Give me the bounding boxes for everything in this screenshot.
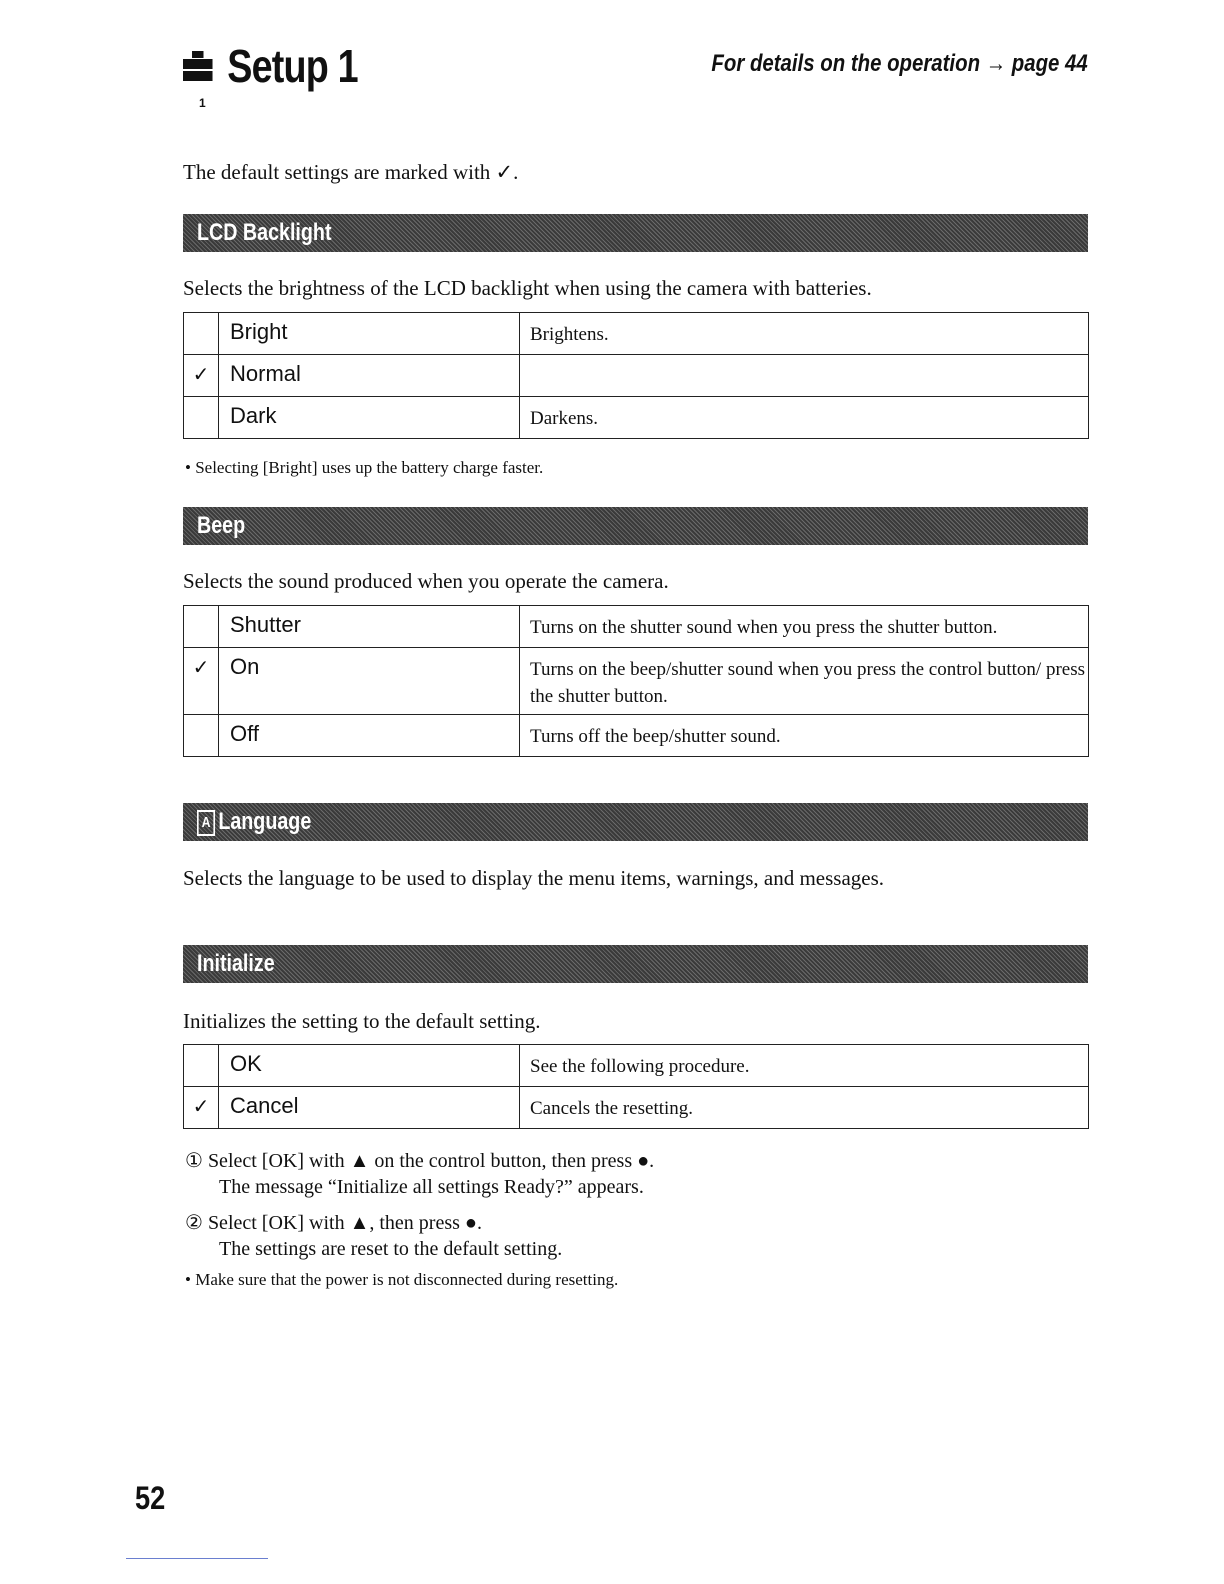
default-check-icon: ✓ xyxy=(184,1087,219,1129)
section-bar-initialize: Initialize xyxy=(183,945,1088,983)
beep-table xyxy=(183,605,1089,757)
intro-text: The default settings are marked with ✓. xyxy=(183,160,519,184)
table-row: ✓ Normal xyxy=(184,355,1089,397)
lcd-description: Selects the brightness of the LCD backlight when using the camera with batteries. xyxy=(183,276,872,300)
page-number: 52 xyxy=(135,1480,166,1516)
initialize-note: • Make sure that the power is not disconnected during resetting. xyxy=(185,1270,619,1289)
initialize-description: Initializes the setting to the default setting. xyxy=(183,1009,541,1033)
table-row: OK See the following procedure. xyxy=(184,1045,1089,1087)
lcd-table xyxy=(183,312,1089,439)
section-bar-beep: Beep xyxy=(183,507,1088,545)
beep-description: Selects the sound produced when you operate the camera. xyxy=(183,569,669,593)
table-row: ✓ Cancel Cancels the resetting. xyxy=(184,1087,1089,1129)
toolbox-icon xyxy=(183,51,213,81)
page-title: Setup 1 xyxy=(183,42,358,90)
default-check-icon: ✓ xyxy=(184,355,219,397)
default-check-icon: ✓ xyxy=(184,648,219,715)
section-bar-language: A Language xyxy=(183,803,1088,841)
table-row: Shutter Turns on the shutter sound when you press the shutter button. xyxy=(184,606,1089,648)
lcd-note: • Selecting [Bright] uses up the battery charge faster. xyxy=(185,458,544,477)
table-row: Bright Brightens. xyxy=(184,313,1089,355)
icon-subscript: 1 xyxy=(199,96,206,110)
footer-rule xyxy=(126,1558,268,1559)
initialize-table xyxy=(183,1044,1089,1129)
page-reference: For details on the operation → page 44 xyxy=(711,50,1088,77)
section-bar-lcd-backlight: LCD Backlight xyxy=(183,214,1088,252)
table-row: Off Turns off the beep/shutter sound. xyxy=(184,715,1089,757)
table-row: ✓ On Turns on the beep/shutter sound when you press the control button/ press the shutter button. xyxy=(184,648,1089,715)
step-2: ② Select [OK] with ▲, then press ●. The settings are reset to the default setting. xyxy=(185,1212,563,1260)
language-icon: A xyxy=(197,810,215,836)
language-description: Selects the language to be used to display the menu items, warnings, and messages. xyxy=(183,866,885,890)
table-row: Dark Darkens. xyxy=(184,397,1089,439)
step-1: ① Select [OK] with ▲ on the control button, then press ●. The message “Initialize all settings Ready?” appears. xyxy=(185,1150,655,1198)
